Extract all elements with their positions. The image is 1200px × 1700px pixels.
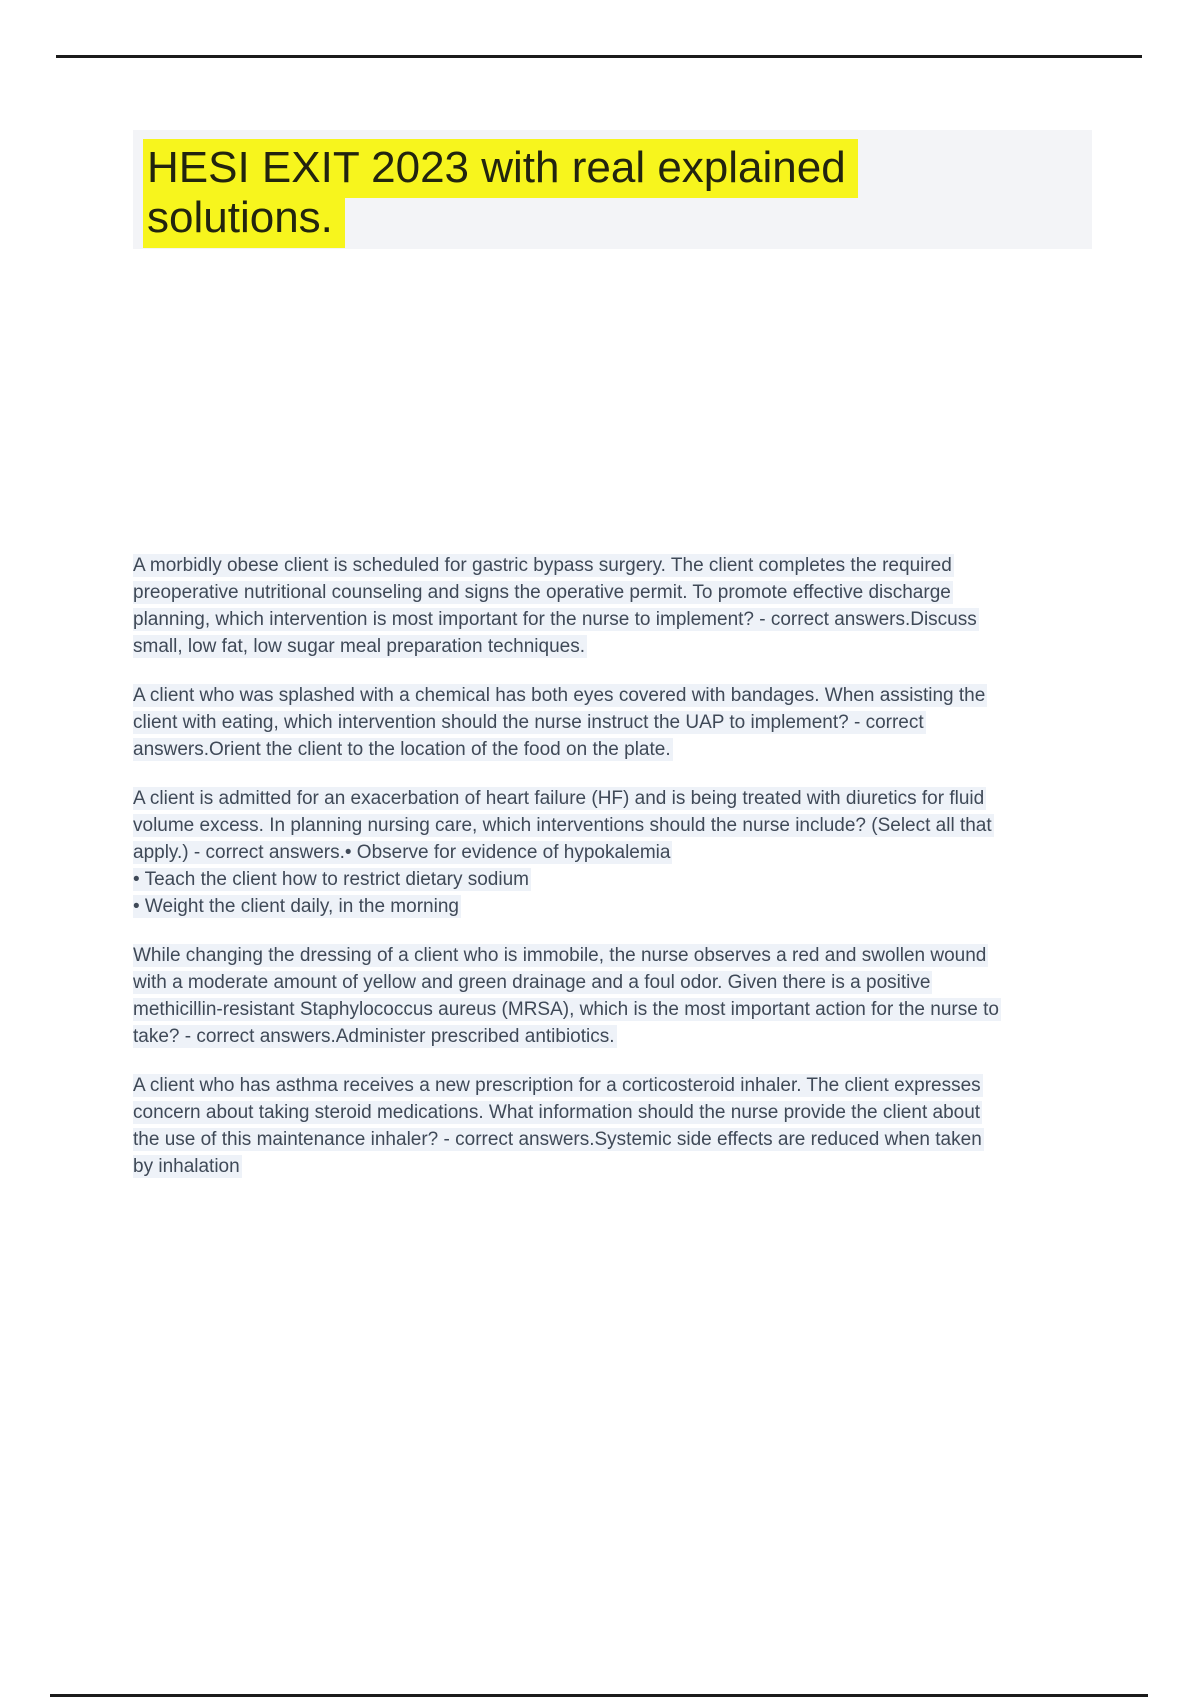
paragraph-line	[133, 785, 1007, 866]
top-rule	[56, 55, 1142, 58]
highlighted-text: A client who has asthma receives a new prescription for a corticosteroid inhaler. The client expresses concern about taking steroid medications. What information should the nurse provide the client about the use of this maintenance inhaler? - correct answers.Systemic side effects are reduced when taken by inhalation	[133, 1075, 982, 1177]
highlighted-text: • Teach the client how to restrict dietary sodium	[133, 869, 529, 890]
paragraph	[133, 785, 1007, 920]
paragraph-line	[133, 682, 1007, 763]
paragraph-line	[133, 893, 1007, 920]
paragraph	[133, 1072, 1007, 1180]
paragraph-line	[133, 1072, 1007, 1180]
paragraph-line	[133, 866, 1007, 893]
paragraph-line	[133, 552, 1007, 660]
paragraph	[133, 682, 1007, 763]
highlighted-text: A client who was splashed with a chemical has both eyes covered with bandages. When assisting the client with eating, which intervention should the nurse instruct the UAP to implement? - correct answers.Orient the client to the location of the food on the plate.	[133, 685, 986, 760]
title-block	[133, 130, 1092, 249]
paragraph	[133, 552, 1007, 660]
page-title-highlight: HESI EXIT 2023 with real explained solutions.	[143, 139, 858, 248]
paragraph-line	[133, 942, 1007, 1050]
paragraph	[133, 942, 1007, 1050]
page-title	[133, 130, 943, 249]
highlighted-text: • Weight the client daily, in the morning	[133, 896, 459, 917]
highlighted-text: A morbidly obese client is scheduled for gastric bypass surgery. The client completes the required preoperative nutritional counseling and signs the operative permit. To promote effective discharge planning, which intervention is most important for the nurse to implement? - correct answers.Discuss small, low fat, low sugar meal preparation techniques.	[133, 555, 977, 657]
bottom-rule	[50, 1694, 1148, 1697]
highlighted-text: While changing the dressing of a client who is immobile, the nurse observes a red and swollen wound with a moderate amount of yellow and green drainage and a foul odor. Given there is a positive methicillin-resistant Staphylococcus aureus (MRSA), which is the most important action for the nurse to take? - correct answers.Administer prescribed antibiotics.	[133, 945, 999, 1047]
highlighted-text: A client is admitted for an exacerbation of heart failure (HF) and is being treated with diuretics for fluid volume excess. In planning nursing care, which interventions should the nurse include? (Select all that apply.) - correct answers.• Observe for evidence of hypokalemia	[133, 788, 992, 863]
document-body	[133, 552, 1007, 1202]
